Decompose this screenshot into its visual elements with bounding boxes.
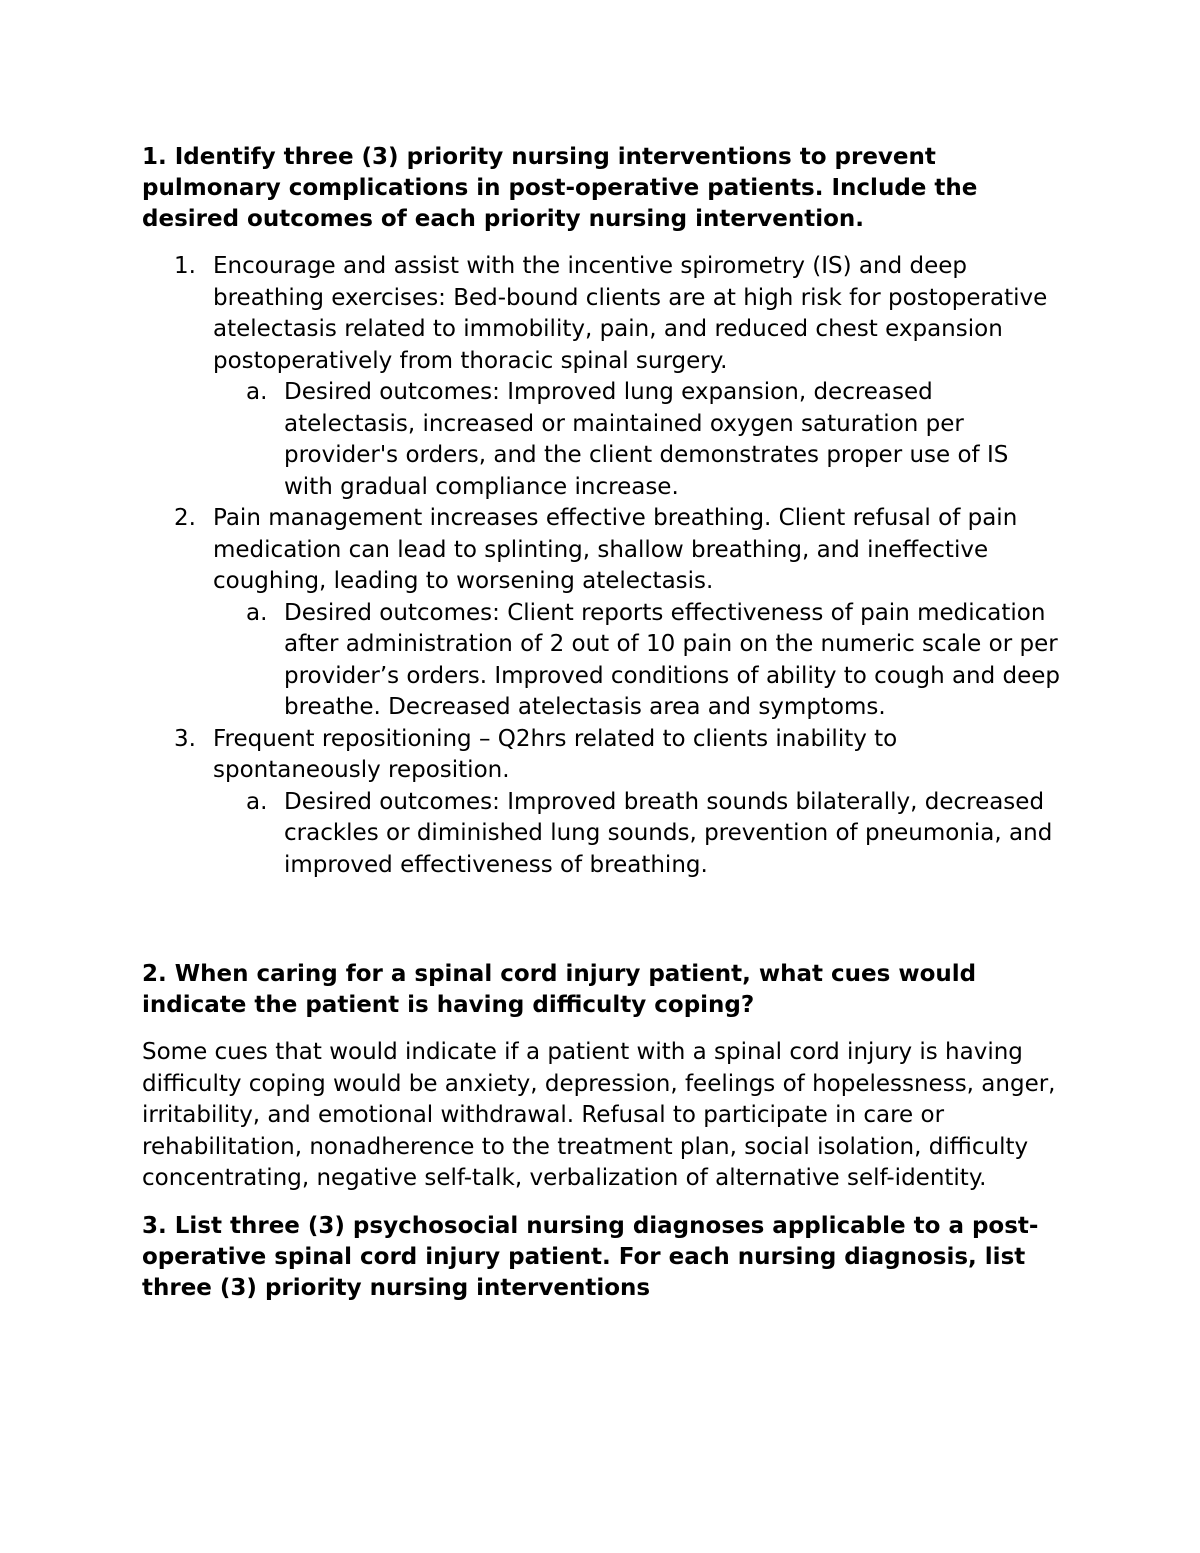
intervention-number: 1. [174,253,196,279]
intervention-number: 3. [174,725,196,752]
intervention-item [142,503,1062,724]
outcome-text: Desired outcomes: Improved breath sounds bilaterally, decreased crackles or diminished lung sounds, prevention of pneumonia, and improved effectiveness of breathing. [284,788,1053,878]
document-page [142,142,1062,1304]
outcome-list [213,598,1062,724]
outcome-letter: a. [246,788,268,815]
outcome-letter: a. [246,379,268,405]
intervention-text: Encourage and assist with the incentive spirometry (IS) and deep breathing exercises: Bed-bound clients are at high risk for postoperative atelectasis related to immobility, pain, and reduced chest expansion postoperatively from thoracic spinal surgery. [213,253,1048,374]
intervention-text: Pain management increases effective breathing. Client refusal of pain medication can lead to splinting, shallow breathing, and ineffective coughing, leading to worsening atelectasis. [213,505,1018,594]
outcome-item [213,598,1062,724]
outcome-list [213,377,1062,503]
question-3-heading: 3. List three (3) psychosocial nursing diagnoses applicable to a post-operative spinal cord injury patient. For each nursing diagnosis, list three (3) priority nursing interventions [142,1212,1039,1301]
outcome-item [213,787,1062,882]
outcome-list [213,787,1062,882]
outcome-text: Desired outcomes: Client reports effectiveness of pain medication after administration of 2 out of 10 pain on the numeric scale or per provider’s orders. Improved conditions of ability to cough and deep breathe. Decreased atelectasis area and symptoms. [284,599,1061,720]
intervention-number: 2. [174,505,196,531]
outcome-text: Desired outcomes: Improved lung expansion, decreased atelectasis, increased or maintained oxygen saturation per provider's orders, and the client demonstrates proper use of IS with gradual compliance increase. [284,379,1009,500]
intervention-item [142,724,1062,882]
question-2-answer: Some cues that would indicate if a patient with a spinal cord injury is having difficulty coping would be anxiety, depression, feelings of hopelessness, anger, irritability, and emotional withdrawal. Refusal to participate in care or rehabilitation, nonadherence to the treatment plan, social isolation, difficulty concentrating, negative self-talk, verbalization of alternative self-identity. [142,1039,1056,1191]
question-1-interventions-list [142,251,1062,881]
question-1-heading: 1. Identify three (3) priority nursing interventions to prevent pulmonary complications in post-operative patients. Include the desired outcomes of each priority nursing intervention. [142,144,978,232]
outcome-letter: a. [246,599,268,626]
question-2-heading: 2. When caring for a spinal cord injury patient, what cues would indicate the patient is having difficulty coping? [142,961,977,1018]
intervention-item [142,251,1062,503]
outcome-item [213,377,1062,503]
intervention-text: Frequent repositioning – Q2hrs related to clients inability to spontaneously reposition. [213,725,898,783]
